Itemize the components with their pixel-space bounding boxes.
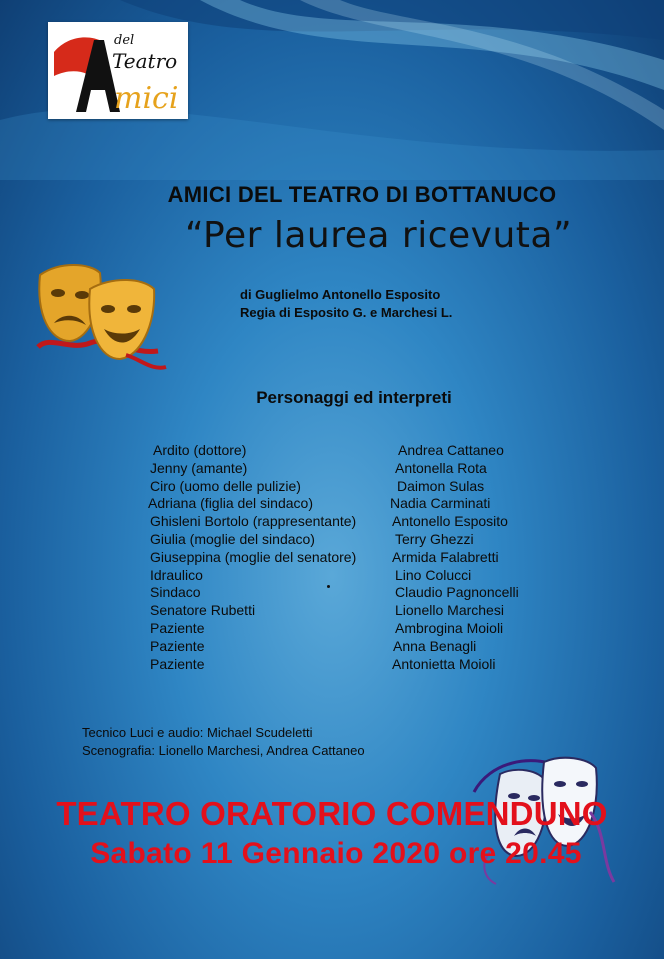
cast-row [148, 567, 568, 585]
cast-row [148, 531, 568, 549]
cast-role: Paziente [150, 637, 205, 654]
cast-role: Paziente [150, 655, 205, 672]
cast-actor: Antonella Rota [395, 459, 487, 476]
cast-role: Ciro (uomo delle pulizie) [150, 477, 301, 494]
cast-section-title: Personaggi ed interpreti [256, 388, 452, 407]
cast-actor: Anna Benagli [393, 637, 477, 654]
logo-mici-text: mici [114, 81, 179, 116]
event-date: Sabato 11 Gennaio 2020 ore 20.45 [90, 837, 582, 870]
cast-actor: Nadia Carminati [390, 495, 491, 512]
cast-row [148, 602, 568, 620]
logo-del-text: del [114, 33, 135, 48]
venue-title: TEATRO ORATORIO COMENDUNO [56, 795, 608, 832]
logo-teatro-text: Teatro [112, 49, 178, 73]
theatre-logo [48, 22, 188, 119]
lights-audio-line: Tecnico Luci e audio: Michael Scudeletti [82, 725, 313, 740]
cast-row [148, 495, 568, 513]
cast-role: Jenny (amante) [150, 459, 248, 476]
cast-role: Ardito (dottore) [153, 442, 247, 458]
stray-dot [327, 585, 330, 588]
cast-row [148, 620, 568, 638]
cast-role: Giulia (moglie del sindaco) [150, 530, 315, 547]
cast-row [148, 549, 568, 567]
cast-actor: Armida Falabretti [392, 548, 499, 565]
cast-row [148, 460, 568, 478]
cast-role: Idraulico [150, 566, 203, 583]
cast-actor: Terry Ghezzi [395, 530, 474, 547]
cast-role: Sindaco [150, 584, 201, 601]
cast-row [148, 656, 568, 674]
cast-row [148, 638, 568, 656]
credits [240, 286, 452, 322]
scenography-line: Scenografia: Lionello Marchesi, Andrea Cattaneo [82, 743, 365, 758]
cast-row [148, 478, 568, 496]
cast-row [148, 584, 568, 602]
cast-list [148, 442, 568, 673]
play-title: “Per laurea ricevuta” [185, 215, 573, 256]
cast-actor: Lionello Marchesi [395, 602, 504, 619]
cast-row [148, 513, 568, 531]
cast-actor: Ambrogina Moioli [395, 619, 504, 636]
cast-role: Ghisleni Bortolo (rappresentante) [150, 513, 357, 530]
author-line: di Guglielmo Antonello Esposito [240, 287, 441, 302]
cast-row [148, 442, 568, 460]
cast-actor: Antonello Esposito [392, 513, 508, 530]
cast-actor: Andrea Cattaneo [398, 442, 504, 458]
technical-credits [82, 724, 365, 760]
cast-actor: Daimon Sulas [397, 477, 485, 494]
direction-line: Regia di Esposito G. e Marchesi L. [240, 305, 453, 320]
cast-actor: Antonietta Moioli [392, 655, 496, 672]
cast-role: Adriana (figlia del sindaco) [148, 495, 313, 512]
cast-actor: Lino Colucci [395, 566, 472, 583]
cast-role: Senatore Rubetti [150, 602, 256, 619]
cast-actor: Claudio Pagnoncelli [395, 584, 519, 601]
cast-role: Giuseppina (moglie del senatore) [150, 548, 357, 565]
cast-role: Paziente [150, 619, 205, 636]
group-name: AMICI DEL TEATRO DI BOTTANUCO [167, 182, 557, 207]
theatre-masks-gold-icon [30, 255, 170, 385]
